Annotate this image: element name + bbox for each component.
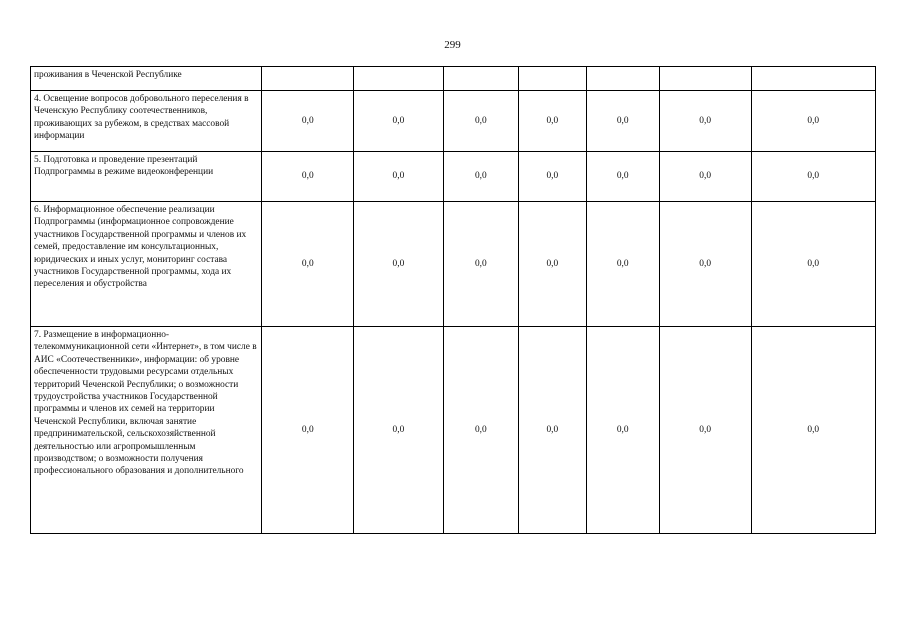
table-row [31, 327, 876, 534]
value-cell: 0,0 [354, 202, 444, 327]
value-cell: 0,0 [586, 152, 659, 202]
value-cell: 0,0 [751, 91, 876, 152]
row-label: 4. Освещение вопросов добровольного переселения в Чеченскую Республику соотечественников, проживающих за рубежом, в средствах массовой информации [31, 91, 262, 152]
value-cell: 0,0 [586, 91, 659, 152]
row-label: 7. Размещение в информационно-телекоммуникационной сети «Интернет», в том числе в АИС «Соотечественники», информации: об уровне обеспеченности трудовыми ресурсами отдельных территорий Чеченской Республики; о возможности трудоустройства участников Государственной программы и членов их семей на территории Чеченской Республики, включая занятие предпринимательской, сельскохозяйственной деятельностью или агропромышленным производством; о возможности получения профессионального образования и дополнительного [31, 327, 262, 534]
value-cell [659, 67, 751, 91]
value-cell [443, 67, 518, 91]
value-cell: 0,0 [751, 152, 876, 202]
value-cell: 0,0 [354, 91, 444, 152]
value-cell: 0,0 [518, 327, 586, 534]
table-row [31, 91, 876, 152]
table-row [31, 202, 876, 327]
value-cell: 0,0 [659, 152, 751, 202]
value-cell [586, 67, 659, 91]
value-cell: 0,0 [443, 91, 518, 152]
value-cell: 0,0 [354, 327, 444, 534]
value-cell: 0,0 [586, 202, 659, 327]
value-cell [518, 67, 586, 91]
row-label: 5. Подготовка и проведение презентаций Подпрограммы в режиме видеоконференции [31, 152, 262, 202]
value-cell: 0,0 [659, 91, 751, 152]
value-cell: 0,0 [443, 152, 518, 202]
value-cell: 0,0 [262, 202, 354, 327]
table-row [31, 67, 876, 91]
value-cell: 0,0 [659, 327, 751, 534]
value-cell: 0,0 [354, 152, 444, 202]
value-cell: 0,0 [443, 202, 518, 327]
page-number: 299 [444, 39, 461, 51]
value-cell: 0,0 [659, 202, 751, 327]
value-cell: 0,0 [751, 327, 876, 534]
value-cell: 0,0 [262, 91, 354, 152]
budget-table [30, 66, 876, 534]
value-cell: 0,0 [518, 91, 586, 152]
value-cell: 0,0 [586, 327, 659, 534]
value-cell [262, 67, 354, 91]
value-cell: 0,0 [262, 327, 354, 534]
value-cell [354, 67, 444, 91]
row-label: проживания в Чеченской Республике [31, 67, 262, 91]
row-label: 6. Информационное обеспечение реализации Подпрограммы (информационное сопровождение участников Государственной программы и членов их семей, предоставление им консультационных, юридических и иных услуг, мониторинг состава участников Государственной программы, хода их переселения и обустройства [31, 202, 262, 327]
value-cell: 0,0 [518, 202, 586, 327]
value-cell [751, 67, 876, 91]
value-cell: 0,0 [262, 152, 354, 202]
value-cell: 0,0 [518, 152, 586, 202]
table-row [31, 152, 876, 202]
value-cell: 0,0 [751, 202, 876, 327]
value-cell: 0,0 [443, 327, 518, 534]
